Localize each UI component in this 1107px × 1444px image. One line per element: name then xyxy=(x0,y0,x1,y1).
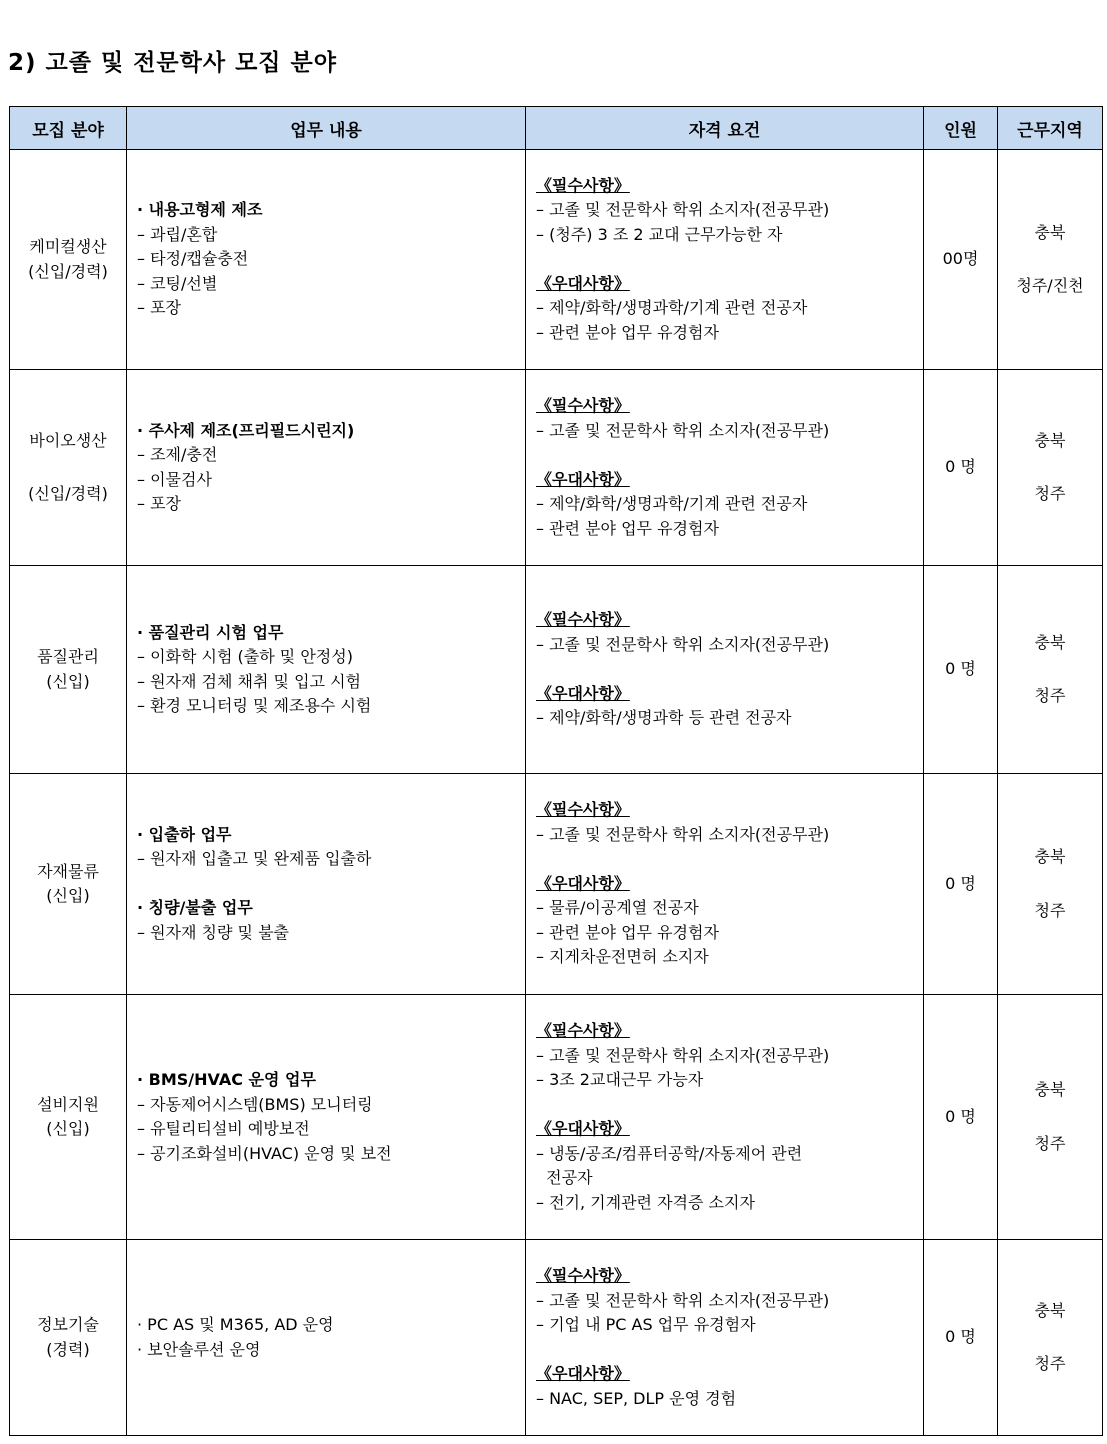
preferred-title: 《우대사항》 xyxy=(536,273,630,293)
preferred-item: – 제약/화학/생명과학 등 관련 전공자 xyxy=(536,708,792,728)
spacer xyxy=(536,1338,923,1363)
location-city: 청주 xyxy=(1034,1354,1066,1373)
location-region: 충북 xyxy=(1034,632,1066,652)
required-item: – 고졸 및 전문학사 학위 소지자(전공무관) xyxy=(536,634,830,654)
preferred-title: 《우대사항》 xyxy=(536,469,630,489)
location-region: 충북 xyxy=(1034,222,1066,242)
required-title: 《필수사항》 xyxy=(536,1266,630,1285)
location-region: 충북 xyxy=(1034,1300,1066,1320)
headcount-cell: 0 명 xyxy=(924,995,998,1240)
category-name: 바이오생산 xyxy=(29,430,107,450)
duty-item: – 환경 모니터링 및 제조용수 시험 xyxy=(137,696,372,715)
required-title: 《필수사항》 xyxy=(536,1021,630,1040)
preferred-item: – 물류/이공계열 전공자 xyxy=(536,898,699,918)
spacer xyxy=(536,847,923,872)
table-row xyxy=(10,150,1103,370)
duty-item: – 코팅/선별 xyxy=(137,273,218,293)
required-item: – (청주) 3 조 2 교대 근무가능한 자 xyxy=(536,224,783,244)
category-cell xyxy=(10,995,127,1240)
location-region: 충북 xyxy=(1034,430,1066,450)
duty-item: – 포장 xyxy=(137,494,181,513)
preferred-title: 《우대사항》 xyxy=(536,1364,630,1383)
location-city: 청주 xyxy=(1034,686,1066,705)
category-type: (신입) xyxy=(46,671,90,691)
location-cell xyxy=(998,566,1103,774)
location-city: 청주 xyxy=(1034,900,1066,920)
preferred-item: – 관련 분야 업무 유경험자 xyxy=(536,322,719,342)
duties-cell xyxy=(127,566,526,774)
headcount-cell: 00명 xyxy=(924,150,998,370)
preferred-title: 《우대사항》 xyxy=(536,683,630,703)
category-cell xyxy=(10,774,127,995)
category-type: (신입/경력) xyxy=(28,261,108,281)
duties-cell xyxy=(127,995,526,1240)
duty-item: – 포장 xyxy=(137,298,181,318)
requirements-cell xyxy=(526,566,924,774)
headcount-cell: 0 명 xyxy=(924,370,998,566)
duty-heading: · BMS/HVAC 운영 업무 xyxy=(137,1070,316,1089)
duty-item: – 이화학 시험 (출하 및 안정성) xyxy=(137,647,353,666)
duties-cell xyxy=(127,774,526,995)
duty-item: – 원자재 칭량 및 불출 xyxy=(137,922,289,942)
category-cell xyxy=(10,370,127,566)
location-city: 청주 xyxy=(1034,484,1066,503)
preferred-title: 《우대사항》 xyxy=(536,1119,630,1138)
required-title: 《필수사항》 xyxy=(536,396,630,415)
category-type: (신입) xyxy=(46,1119,90,1138)
location-city: 청주/진천 xyxy=(1016,276,1084,295)
location-cell xyxy=(998,1240,1103,1436)
section-heading: 2) 고졸 및 전문학사 모집 분야 xyxy=(8,50,337,76)
duty-heading: · 칭량/불출 업무 xyxy=(137,898,253,918)
category-name: 케미컬생산 xyxy=(29,237,107,256)
required-title: 《필수사항》 xyxy=(536,800,630,820)
table-row xyxy=(10,774,1103,995)
preferred-item: – 관련 분야 업무 유경험자 xyxy=(536,518,719,538)
location-region: 충북 xyxy=(1034,847,1066,866)
duty-item: – 자동제어시스템(BMS) 모니터링 xyxy=(137,1094,373,1114)
duty-item: – 유틸리티설비 예방보전 xyxy=(137,1119,310,1138)
spacer xyxy=(536,657,923,682)
duty-item: – 원자재 검체 채취 및 입고 시험 xyxy=(137,671,361,691)
duty-heading: · 품질관리 시험 업무 xyxy=(137,622,284,642)
requirements-cell xyxy=(526,370,924,566)
duty-item xyxy=(137,872,525,897)
spacer xyxy=(536,247,923,272)
requirements-cell xyxy=(526,995,924,1240)
required-item: – 고졸 및 전문학사 학위 소지자(전공무관) xyxy=(536,200,830,220)
duties-cell xyxy=(127,370,526,566)
required-title: 《필수사항》 xyxy=(536,610,630,630)
location-city: 청주 xyxy=(1034,1133,1066,1153)
recruitment-table xyxy=(9,106,1103,1436)
preferred-item: – 냉동/공조/컴퓨터공학/자동제어 관련 xyxy=(536,1143,803,1163)
duty-item: – 과립/혼합 xyxy=(137,224,218,244)
header-location: 근무지역 xyxy=(998,107,1103,150)
preferred-item: – 제약/화학/생명과학/기계 관련 전공자 xyxy=(536,298,808,318)
location-cell xyxy=(998,150,1103,370)
category-name: 자재물류 xyxy=(37,861,99,881)
required-item: – 고졸 및 전문학사 학위 소지자(전공무관) xyxy=(536,1290,830,1310)
table-row xyxy=(10,370,1103,566)
category-type: (신입/경력) xyxy=(28,484,108,503)
preferred-item: – 제약/화학/생명과학/기계 관련 전공자 xyxy=(536,494,808,513)
table-row xyxy=(10,995,1103,1240)
preferred-item: 전공자 xyxy=(536,1168,593,1187)
duties-cell xyxy=(127,150,526,370)
duty-heading: · 주사제 제조(프리필드시린지) xyxy=(137,420,355,440)
location-cell xyxy=(998,774,1103,995)
category-cell xyxy=(10,1240,127,1436)
duty-item: – 조제/충전 xyxy=(137,445,218,464)
preferred-title: 《우대사항》 xyxy=(536,873,630,893)
category-type: (신입) xyxy=(46,886,90,905)
location-region: 충북 xyxy=(1034,1080,1066,1099)
preferred-item: – NAC, SEP, DLP 운영 경험 xyxy=(536,1388,737,1408)
table-row xyxy=(10,1240,1103,1436)
duty-item: – 공기조화설비(HVAC) 운영 및 보전 xyxy=(137,1143,392,1163)
table-row xyxy=(10,566,1103,774)
header-category: 모집 분야 xyxy=(10,107,127,150)
category-name: 품질관리 xyxy=(37,647,99,666)
requirements-cell xyxy=(526,774,924,995)
location-cell xyxy=(998,370,1103,566)
required-item: – 고졸 및 전문학사 학위 소지자(전공무관) xyxy=(536,824,830,844)
header-requirements: 자격 요건 xyxy=(526,107,924,150)
category-name: 정보기술 xyxy=(37,1315,99,1334)
headcount-cell: 0 명 xyxy=(924,566,998,774)
duty-item: · 보안솔루션 운영 xyxy=(137,1339,261,1359)
preferred-item: – 지게차운전면허 소지자 xyxy=(536,947,709,967)
category-name: 설비지원 xyxy=(37,1094,99,1114)
duty-item: – 원자재 입출고 및 완제품 입출하 xyxy=(137,849,372,869)
spacer xyxy=(536,443,923,468)
required-title: 《필수사항》 xyxy=(536,175,630,195)
header-count: 인원 xyxy=(924,107,998,150)
spacer xyxy=(536,1093,923,1118)
required-item: – 기업 내 PC AS 업무 유경험자 xyxy=(536,1315,756,1334)
category-type: (경력) xyxy=(46,1339,90,1359)
preferred-item: – 전기, 기계관련 자격증 소지자 xyxy=(536,1192,755,1212)
category-cell xyxy=(10,566,127,774)
requirements-cell xyxy=(526,1240,924,1436)
required-item: – 고졸 및 전문학사 학위 소지자(전공무관) xyxy=(536,1045,830,1065)
preferred-item: – 관련 분야 업무 유경험자 xyxy=(536,922,719,942)
headcount-cell: 0 명 xyxy=(924,774,998,995)
duty-item: · PC AS 및 M365, AD 운영 xyxy=(137,1315,334,1334)
duty-heading: · 내용고형제 제조 xyxy=(137,200,263,220)
header-duties: 업무 내용 xyxy=(127,107,526,150)
category-cell xyxy=(10,150,127,370)
table-header-row xyxy=(10,107,1103,150)
required-item: – 3조 2교대근무 가능자 xyxy=(536,1070,704,1089)
requirements-cell xyxy=(526,150,924,370)
duty-item: – 타정/캡슐충전 xyxy=(137,249,249,269)
duty-heading: · 입출하 업무 xyxy=(137,824,232,844)
headcount-cell: 0 명 xyxy=(924,1240,998,1436)
duties-cell xyxy=(127,1240,526,1436)
duty-item: – 이물검사 xyxy=(137,469,212,489)
location-cell xyxy=(998,995,1103,1240)
required-item: – 고졸 및 전문학사 학위 소지자(전공무관) xyxy=(536,420,830,440)
